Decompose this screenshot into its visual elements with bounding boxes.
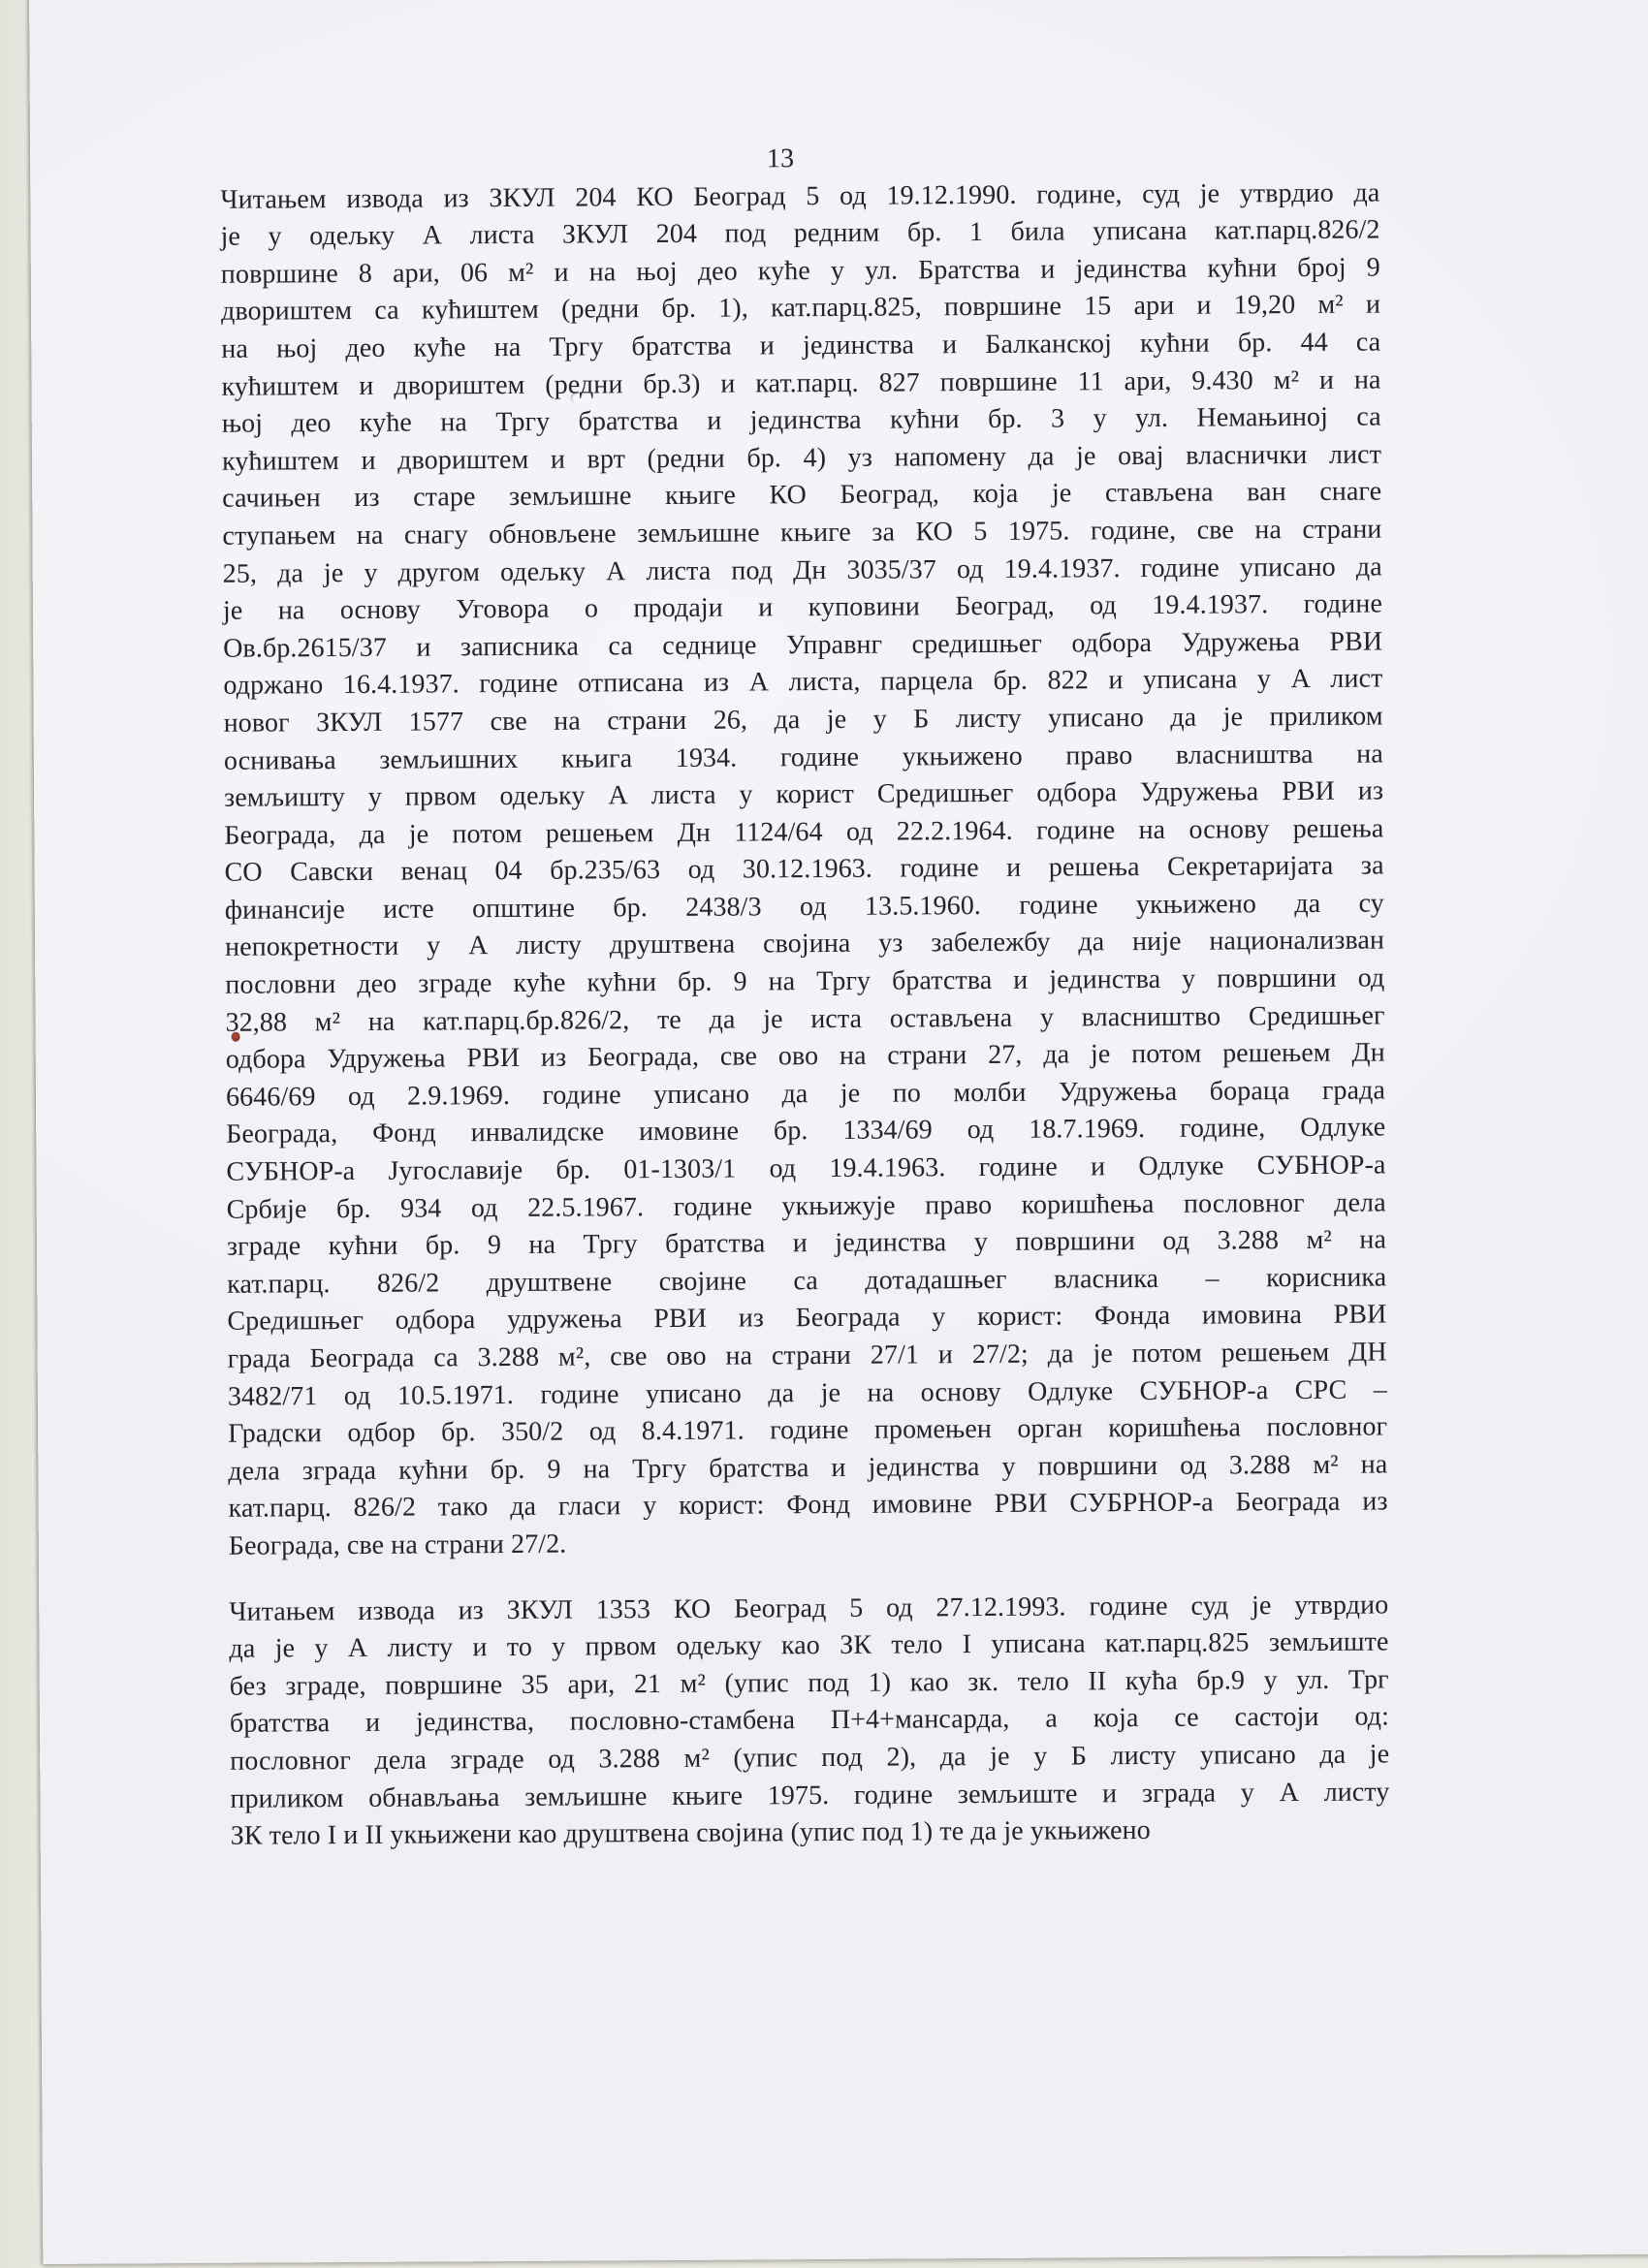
text-line: непокретности у А листу друштвена својина уз забележбу да није национализван — [224, 925, 1385, 963]
text-line: зграде кућни бр. 9 на Тргу братства и јединства у површини од 3.288 м² на — [226, 1224, 1387, 1262]
text-line: је у одељку А листа ЗКУЛ 204 под редним бр. 1 била уписана кат.парц.826/2 — [220, 214, 1380, 252]
text-line: финансије исте општине бр. 2438/3 од 13.5.1960. године укњижено да су — [224, 888, 1384, 926]
text-line: кућиштем и двориштем (редни бр.3) и кат.парц. 827 површине 11 ари, 9.430 м² и на — [221, 364, 1381, 402]
text-line: Београда, да је потом решењем Дн 1124/64 од 22.2.1964. године на основу решења — [224, 813, 1384, 851]
text-line: 3482/71 од 10.5.1971. године уписано да је на основу Одлуке СУБНОР-а СРС – — [227, 1374, 1387, 1412]
paragraph — [229, 1587, 1390, 1855]
text-line: Градски одбор бр. 350/2 од 8.4.1971. године промењен орган коришћења пословног — [228, 1411, 1388, 1449]
text-line: града Београда са 3.288 м², све ово на страни 27/1 и 27/2; да је потом решењем ДН — [227, 1337, 1387, 1374]
page-number: 13 — [766, 143, 795, 174]
text-line: Средишњег одбора удружења РВИ из Београда у корист: Фонда имовина РВИ — [227, 1299, 1387, 1338]
paragraphs-container — [220, 174, 1390, 1855]
text-line: СУБНОР-а Југославије бр. 01-1303/1 од 19.4.1963. године и Одлуке СУБНОР-а — [226, 1150, 1386, 1187]
text-line: новог ЗКУЛ 1577 све на страни 26, да је у Б листу уписано да је приликом — [223, 701, 1383, 739]
text-line: Ов.бр.2615/37 и записника са седнице Управнг средишњег одбора Удружења РВИ — [223, 626, 1383, 664]
text-line: на њој део куће на Тргу братства и јединства и Балканској кућни бр. 44 са — [221, 327, 1381, 364]
document-text-block — [220, 137, 1390, 1855]
text-line: без зграде, површине 35 ари, 21 м² (упис под 1) као зк. тело II кућа бр.9 у ул. Трг — [229, 1664, 1389, 1702]
text-line: 25, да је у другом одељку А листа под Дн 3035/37 од 19.4.1937. године уписано да — [222, 551, 1382, 589]
text-line: да је у А листу и то у првом одељку као ЗК тело I уписана кат.парц.825 земљиште — [229, 1626, 1389, 1664]
text-line: СО Савски венац 04 бр.235/63 од 30.12.1963. године и решења Секретаријата за — [224, 850, 1384, 889]
text-line: пословног дела зграде од 3.288 м² (упис под 2), да је у Б листу уписано да је — [230, 1739, 1390, 1777]
text-line: приликом обнављања земљишне књиге 1975. године земљиште и зграда у А листу — [230, 1776, 1390, 1814]
text-line: 32,88 м² на кат.парц.бр.826/2, те да је иста остављена у власништво Средишњег — [225, 1000, 1385, 1038]
text-line: кат.парц. 826/2 друштвене својине са дотадашњег власника – корисника — [227, 1262, 1387, 1300]
scanned-page — [29, 0, 1648, 2264]
text-line: кат.парц. 826/2 тако да гласи у корист: Фонд имовине РВИ СУБРНОР-а Београда из — [228, 1486, 1388, 1525]
text-line: ступањем на снагу обновљене земљишне књиге за КО 5 1975. године, све на страни — [222, 514, 1382, 551]
text-line: Читањем извода из ЗКУЛ 1353 КО Београд 5 од 27.12.1993. године суд је утврдио — [229, 1590, 1389, 1627]
text-line: је на основу Уговора о продаји и куповини Београд, од 19.4.1937. године — [222, 588, 1383, 626]
text-line: Читањем извода из ЗКУЛ 204 КО Београд 5 од 19.12.1990. године, суд је утврдио да — [220, 177, 1380, 215]
text-line: братства и јединства, пословно-стамбена П+4+мансарда, а која се састоји од: — [229, 1701, 1390, 1740]
paragraph — [220, 174, 1388, 1565]
text-line: одржано 16.4.1937. године отписана из А листа, парцела бр. 822 и уписана у А лист — [223, 663, 1383, 702]
text-line: њој део куће на Тргу братства и јединства кућни бр. 3 у ул. Немањиној са — [221, 401, 1381, 439]
text-line: Београда, Фонд инвалидске имовине бр. 1334/69 од 18.7.1969. године, Одлуке — [226, 1112, 1386, 1150]
text-line: 6646/69 од 2.9.1969. године уписано да је по молби Удружења бораца града — [225, 1075, 1386, 1113]
text-line: Србије бр. 934 од 22.5.1967. године укњижује право коришћења пословног дела — [226, 1187, 1386, 1225]
text-line: пословни део зграде куће кућни бр. 9 на Тргу братства и јединства у површини од — [225, 962, 1385, 1000]
text-line: површине 8 ари, 06 м² и на њој део куће у ул. Братства и јединства кућни број 9 — [220, 252, 1380, 290]
text-line: дела зграда кућни бр. 9 на Тргу братства и јединства у површини од 3.288 м² на — [228, 1449, 1388, 1487]
text-line: ЗК тело I и II укњижени као друштвена својина (упис под 1) те да је укњижено — [230, 1815, 1151, 1851]
text-line: земљишту у првом одељку А листа у корист Средишњег одбора Удружења РВИ из — [224, 775, 1384, 813]
text-line: одбора Удружења РВИ из Београда, све ово на страни 27, да је потом решењем Дн — [225, 1037, 1385, 1076]
text-line: сачињен из старе земљишне књиге КО Београд, која је стављена ван снаге — [222, 476, 1382, 515]
text-line: двориштем са кућиштем (редни бр. 1), кат.парц.825, површине 15 ари и 19,20 м² и — [220, 289, 1381, 328]
text-line: кућиштем и двориштем и врт (редни бр. 4) уз напомену да је овај власнички лист — [221, 439, 1382, 477]
text-line: Београда, све на страни 27/2. — [228, 1528, 567, 1561]
text-line: оснивања земљишних књига 1934. године укњижено право власништва на — [223, 738, 1383, 776]
